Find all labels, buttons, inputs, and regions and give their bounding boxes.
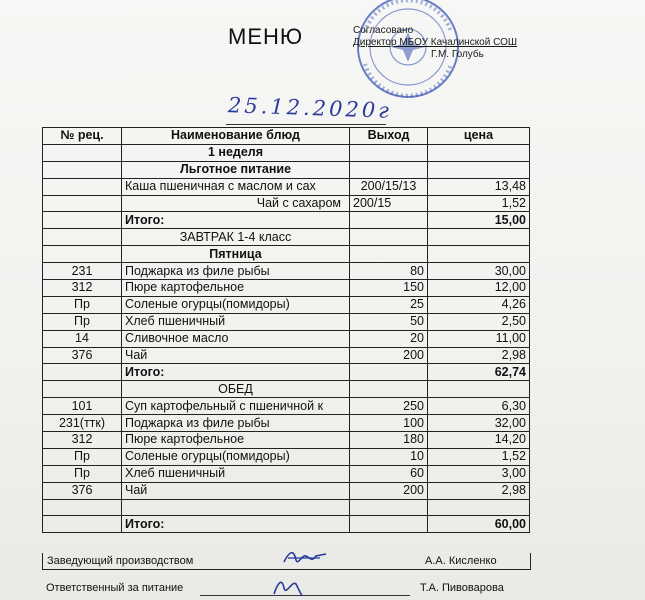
approval-block bbox=[353, 25, 517, 61]
recipe-no: 312 bbox=[43, 280, 122, 297]
dish-yield: 250 bbox=[350, 398, 428, 415]
recipe-no: 231 bbox=[43, 263, 122, 280]
approval-line-1: Согласовано bbox=[353, 25, 414, 36]
total-label: Итого: bbox=[122, 212, 350, 229]
dish-price: 30,00 bbox=[428, 263, 530, 280]
dish-name: Пюре картофельное bbox=[122, 432, 350, 449]
dish-name: Сливочное масло bbox=[122, 330, 350, 347]
dish-name: Хлеб пшеничный bbox=[122, 313, 350, 330]
responsible-name: Т.А. Пивоварова bbox=[420, 582, 504, 594]
recipe-no: Пр bbox=[43, 465, 122, 482]
table-row bbox=[43, 263, 530, 280]
dish-price: 12,00 bbox=[428, 280, 530, 297]
recipe-no: 101 bbox=[43, 398, 122, 415]
dish-yield: 100 bbox=[350, 415, 428, 432]
dish-name: Каша пшеничная с маслом и сах bbox=[122, 178, 350, 195]
table-row bbox=[43, 347, 530, 364]
section-lunch: ОБЕД bbox=[122, 381, 350, 398]
dish-name: Чай bbox=[122, 482, 350, 499]
table-row bbox=[43, 465, 530, 482]
table-row bbox=[43, 448, 530, 465]
manager-label: Заведующий производством bbox=[47, 555, 194, 567]
recipe-no: Пр bbox=[43, 448, 122, 465]
recipe-no: 14 bbox=[43, 330, 122, 347]
dish-yield: 200 bbox=[350, 482, 428, 499]
dish-price: 13,48 bbox=[428, 178, 530, 195]
section-subsidized: Льготное питание bbox=[122, 161, 350, 178]
table-row bbox=[43, 212, 530, 229]
table-row bbox=[43, 516, 530, 533]
dish-yield: 10 bbox=[350, 448, 428, 465]
dish-yield: 180 bbox=[350, 432, 428, 449]
recipe-no: Пр bbox=[43, 313, 122, 330]
recipe-no: 231(ттк) bbox=[43, 415, 122, 432]
table-row bbox=[43, 144, 530, 161]
table-row bbox=[43, 381, 530, 398]
dish-price: 1,52 bbox=[428, 448, 530, 465]
dish-price: 2,98 bbox=[428, 347, 530, 364]
table-row bbox=[43, 195, 530, 212]
header-yield: Выход bbox=[350, 128, 428, 145]
menu-table bbox=[42, 127, 530, 533]
dish-price: 6,30 bbox=[428, 398, 530, 415]
manager-signature-icon bbox=[280, 544, 330, 570]
table-header-row bbox=[43, 128, 530, 145]
table-row bbox=[43, 398, 530, 415]
table-row bbox=[43, 330, 530, 347]
table-row bbox=[43, 246, 530, 263]
date-underline bbox=[226, 124, 386, 125]
table-row bbox=[43, 313, 530, 330]
dish-price: 3,00 bbox=[428, 465, 530, 482]
responsible-label: Ответственный за питание bbox=[46, 582, 184, 594]
manager-name: А.А. Кисленко bbox=[425, 555, 497, 567]
responsible-signature-icon bbox=[268, 574, 308, 600]
section-breakfast: ЗАВТРАК 1-4 класс bbox=[122, 229, 350, 246]
dish-price: 11,00 bbox=[428, 330, 530, 347]
dish-yield: 25 bbox=[350, 296, 428, 313]
dish-name: Поджарка из филе рыбы bbox=[122, 263, 350, 280]
dish-name: Пюре картофельное bbox=[122, 280, 350, 297]
dish-price: 32,00 bbox=[428, 415, 530, 432]
recipe-no: 376 bbox=[43, 347, 122, 364]
dish-yield: 150 bbox=[350, 280, 428, 297]
header-recipe-no: № рец. bbox=[43, 128, 122, 145]
week-label: 1 неделя bbox=[122, 144, 350, 161]
lunch-total: 60,00 bbox=[428, 516, 530, 533]
dish-name: Чай с сахаром bbox=[122, 195, 350, 212]
dish-price: 4,26 bbox=[428, 296, 530, 313]
approval-line-2: Директор МБОУ Качалинской СОШ bbox=[353, 37, 518, 48]
dish-name: Хлеб пшеничный bbox=[122, 465, 350, 482]
breakfast-total: 62,74 bbox=[428, 364, 530, 381]
dish-price: 14,20 bbox=[428, 432, 530, 449]
table-row bbox=[43, 482, 530, 499]
dish-yield: 80 bbox=[350, 263, 428, 280]
dish-name: Соленые огурцы(помидоры) bbox=[122, 448, 350, 465]
table-row bbox=[43, 364, 530, 381]
header-price: цена bbox=[428, 128, 530, 145]
table-row bbox=[43, 499, 530, 516]
total-label: Итого: bbox=[122, 364, 350, 381]
table-row bbox=[43, 229, 530, 246]
dish-price: 2,98 bbox=[428, 482, 530, 499]
dish-yield: 200/15/13 bbox=[350, 178, 428, 195]
dish-price: 2,50 bbox=[428, 313, 530, 330]
total-label: Итого: bbox=[122, 516, 350, 533]
page-title: МЕНЮ bbox=[228, 24, 304, 49]
dish-name: Поджарка из филе рыбы bbox=[122, 415, 350, 432]
dish-name: Суп картофельный с пшеничной к bbox=[122, 398, 350, 415]
header-dish-name: Наименование блюд bbox=[122, 128, 350, 145]
dish-yield: 200 bbox=[350, 347, 428, 364]
handwritten-date: 25.12.2020г bbox=[227, 93, 393, 123]
dish-yield: 50 bbox=[350, 313, 428, 330]
table-row bbox=[43, 161, 530, 178]
dish-yield: 60 bbox=[350, 465, 428, 482]
recipe-no: Пр bbox=[43, 296, 122, 313]
day-label: Пятница bbox=[122, 246, 350, 263]
recipe-no: 312 bbox=[43, 432, 122, 449]
dish-yield: 200/15 bbox=[350, 195, 428, 212]
approval-line-3: Г.М. Голубь bbox=[431, 49, 484, 60]
recipe-no: 376 bbox=[43, 482, 122, 499]
dish-yield: 20 bbox=[350, 330, 428, 347]
subsidized-total: 15,00 bbox=[428, 212, 530, 229]
table-row bbox=[43, 432, 530, 449]
table-row bbox=[43, 415, 530, 432]
table-row bbox=[43, 178, 530, 195]
dish-price: 1,52 bbox=[428, 195, 530, 212]
dish-name: Чай bbox=[122, 347, 350, 364]
table-row bbox=[43, 280, 530, 297]
table-row bbox=[43, 296, 530, 313]
dish-name: Соленые огурцы(помидоры) bbox=[122, 296, 350, 313]
